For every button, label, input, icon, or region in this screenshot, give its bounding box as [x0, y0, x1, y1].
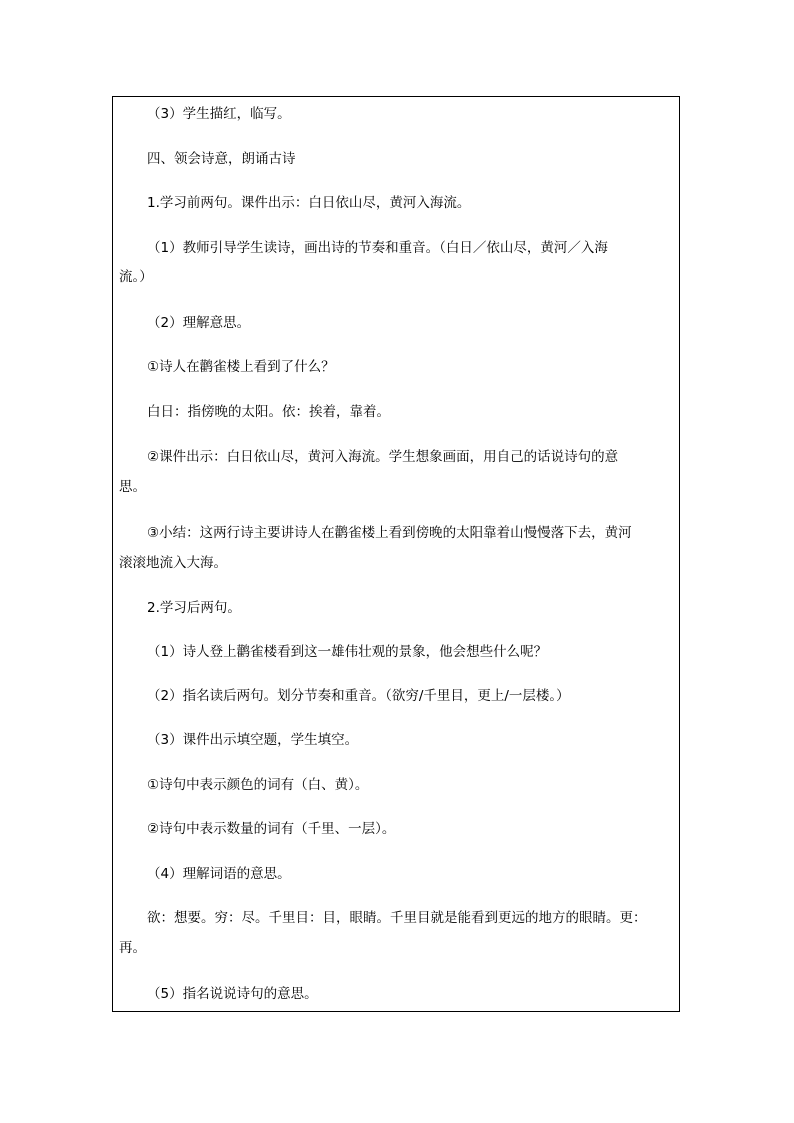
text-line: 2.学习后两句。 — [147, 600, 241, 616]
text-line: （1）教师引导学生读诗，画出诗的节奏和重音。（白日／依山尽，黄河／入海 — [147, 240, 608, 256]
text-line: （5）指名说说诗句的意思。 — [147, 986, 318, 1002]
text-line: 再。 — [119, 940, 146, 956]
text-line: 思。 — [119, 479, 146, 495]
text-line: （3）学生描红，临写。 — [147, 106, 291, 122]
text-line: 白日：指傍晚的太阳。依：挨着，靠着。 — [147, 404, 390, 420]
text-line: 1.学习前两句。课件出示：白日依山尽，黄河入海流。 — [147, 195, 471, 211]
text-line: （4）理解词语的意思。 — [147, 866, 291, 882]
text-line: （1）诗人登上鹳雀楼看到这一雄伟壮观的景象，他会想些什么呢？ — [147, 644, 548, 660]
text-line: 欲：想要。穷：尽。千里目：目，眼睛。千里目就是能看到更远的地方的眼睛。更： — [147, 910, 647, 926]
text-line: ③小结：这两行诗主要讲诗人在鹳雀楼上看到傍晚的太阳靠着山慢慢落下去，黄河 — [147, 525, 632, 541]
text-line: （2）理解意思。 — [147, 315, 251, 331]
text-line: （2）指名读后两句。划分节奏和重音。（欲穷/千里目，更上/一层楼。） — [147, 688, 570, 704]
section-heading: 四、领会诗意，朗诵古诗 — [147, 151, 296, 167]
content-table-cell — [112, 96, 680, 1012]
text-line: ①诗句中表示颜色的词有（白、黄）。 — [147, 777, 369, 793]
text-line: 滚滚地流入大海。 — [119, 555, 227, 571]
text-line: ②诗句中表示数量的词有（千里、一层）。 — [147, 821, 396, 837]
text-line: 流。） — [119, 269, 153, 285]
text-line: ②课件出示：白日依山尽，黄河入海流。学生想象画面，用自己的话说诗句的意 — [147, 449, 619, 465]
text-line: （3）课件出示填空题，学生填空。 — [147, 732, 359, 748]
text-line: ①诗人在鹳雀楼上看到了什么？ — [147, 359, 335, 375]
